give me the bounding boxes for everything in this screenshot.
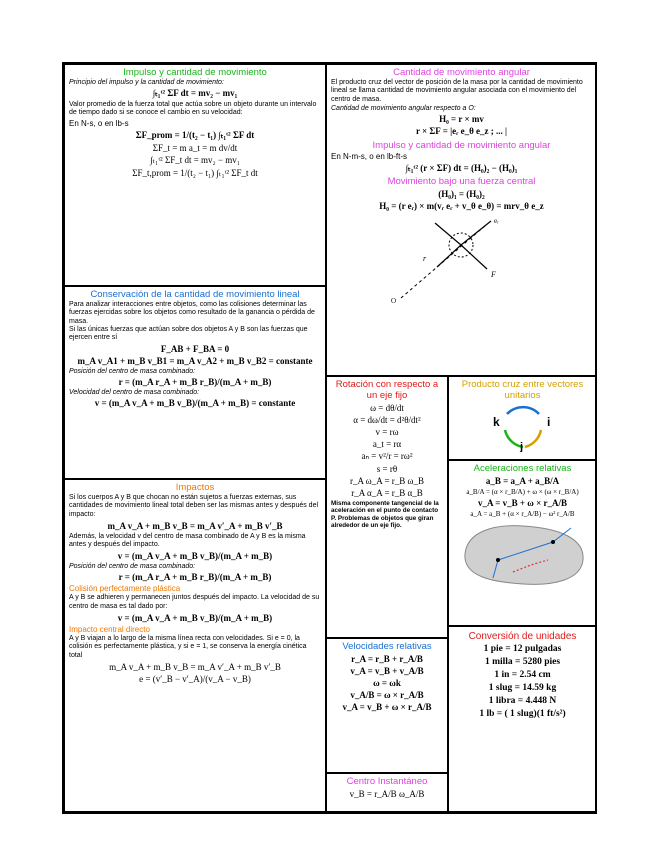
angular-momentum-title: Cantidad de movimiento angular bbox=[393, 67, 530, 78]
impulse-title: Impulso y cantidad de movimiento bbox=[123, 67, 267, 78]
impacts-title: Impactos bbox=[175, 482, 215, 493]
rotation-eq1: α = dω/dt = d²θ/dt² bbox=[353, 415, 421, 425]
angular-impulse-eq: ∫ₜ₁ᵗ² (r × ΣF) dt = (H₀)₂ − (H₀)₁ bbox=[405, 162, 518, 173]
conservation-sub1: Posición del centro de masa combinado: bbox=[69, 368, 196, 376]
angular-momentum-eq1: H₀ = r × mv bbox=[439, 113, 484, 124]
angular-momentum-section bbox=[326, 64, 597, 376]
unit-line-4: 1 libra = 4.448 N bbox=[488, 696, 557, 706]
cross-product-diagram bbox=[453, 402, 593, 452]
diagram-label-f: F bbox=[491, 269, 496, 279]
plastic-title: Colisión perfectamente plástica bbox=[69, 584, 181, 594]
impacts-eq6: e = (v′_B − v′_A)/(v_A − v_B) bbox=[139, 673, 251, 684]
angular-impulse-title: Impulso y cantidad de movimiento angular bbox=[372, 139, 551, 151]
central-force-diagram bbox=[331, 213, 591, 308]
relative-vel-eq4: v_A = v_B + ω × r_A/B bbox=[342, 702, 432, 712]
rotation-eq2: v = rω bbox=[375, 427, 399, 437]
impacts-section bbox=[64, 479, 326, 812]
conservation-sub2: Velocidad del centro de masa combinado: bbox=[69, 389, 200, 397]
rotation-eq6: r_A ω_A = r_B ω_B bbox=[350, 476, 424, 486]
unit-conversion-section bbox=[448, 626, 597, 812]
diagram-label-r: r bbox=[423, 253, 427, 263]
impacts-eq4: v = (m_A v_A + m_B v_B)/(m_A + m_B) bbox=[117, 613, 273, 624]
unit-vector-k: k bbox=[493, 415, 500, 429]
rotation-eq4: aₙ = v²/r = rω² bbox=[361, 451, 413, 461]
conservation-text1: Para analizar interacciones entre objetos, como las colisiones determinar las fuerzas ejercidas sobre los objetos como resultado de la ganancia o pérdida de masa. bbox=[69, 301, 315, 325]
unit-vector-i: i bbox=[547, 415, 551, 429]
impacts-sub1: Posición del centro de masa combinado: bbox=[69, 563, 196, 571]
central-force-title: Movimiento bajo una fuerza central bbox=[387, 175, 536, 187]
impulse-eq3: ΣF_t = m a_t = m dv/dt bbox=[152, 142, 238, 153]
unit-line-3: 1 slug = 14.59 kg bbox=[488, 683, 557, 693]
angular-momentum-eq2: r × ΣF = |eᵣ e_θ e_z ; ... | bbox=[415, 125, 508, 136]
relative-acc-eq3: v_A = v_B + ω × r_A/B bbox=[478, 498, 567, 508]
impacts-eq3: r = (m_A r_A + m_B r_B)/(m_A + m_B) bbox=[118, 572, 272, 583]
relative-acc-eq1: a_B = a_A + a_B/A bbox=[485, 476, 560, 486]
impacts-eq5: m_A v_A + m_B v_B = m_A v′_A + m_B v′_B bbox=[109, 661, 281, 672]
unit-line-2: 1 in = 2.54 cm bbox=[494, 670, 551, 680]
relative-vel-eq2: ω = ωk bbox=[373, 678, 401, 688]
unit-line-1: 1 milla = 5280 pies bbox=[484, 657, 561, 667]
relative-acc-eq2: a_B/A = (α × r_B/A) + ω × (ω × r_B/A) bbox=[466, 488, 579, 496]
diagram-label-er: eᵣ bbox=[494, 216, 499, 225]
impulse-eq2: ΣF_prom = 1/(t₂ − t₁) ∫ₜ₁ᵗ² ΣF dt bbox=[135, 129, 255, 140]
plastic-text: A y B se adhieren y permanecen juntos después del impacto. La velocidad de su centro de masa es tal dado por: bbox=[69, 594, 320, 610]
impulse-text: Valor promedio de la fuerza total que actúa sobre un objeto durante un intervalo de tiempo dado si se conoce el cambio en su velocidad: bbox=[69, 101, 317, 117]
instant-center-eq: v_B = r_A/B ω_A/B bbox=[349, 789, 425, 799]
impacts-text1: Si los cuerpos A y B que chocan no están sujetos a fuerzas externas, sus cantidades de movimiento lineal total deben ser las mismas antes y después del impacto: bbox=[69, 494, 319, 518]
instant-center-title: Centro Instantáneo bbox=[346, 776, 428, 787]
angular-momentum-sub: Cantidad de movimiento angular respecto a O: bbox=[331, 104, 476, 112]
relative-vel-eq3: v_A/B = ω × r_A/B bbox=[350, 690, 424, 700]
central-force-eq1: (H₀)₁ = (H₀)₂ bbox=[438, 188, 485, 199]
conservation-section bbox=[64, 286, 326, 479]
angular-impulse-units: En N-m-s, o en lb-ft-s bbox=[331, 151, 408, 161]
impulse-eq1: ∫ₜ₁ᵗ² ΣF dt = mv₂ − mv₁ bbox=[152, 88, 238, 98]
formula-sheet bbox=[62, 62, 597, 814]
relative-acceleration-section bbox=[448, 460, 597, 626]
relative-acc-eq4: a_A = a_B + (α × r_A/B) − ω² r_A/B bbox=[470, 510, 575, 518]
relative-vel-eq1: v_A = v_B + v_A/B bbox=[350, 666, 424, 676]
rigid-body-diagram bbox=[453, 520, 593, 590]
conservation-eq4: v = (m_A v_A + m_B v_B)/(m_A + m_B) = constante bbox=[94, 398, 296, 409]
cross-product-section bbox=[448, 376, 597, 460]
instant-center-section bbox=[326, 773, 448, 812]
conservation-eq2: m_A v_A1 + m_B v_B1 = m_A v_A2 + m_B v_B2 = constante bbox=[77, 356, 313, 367]
rotation-eq5: s = rθ bbox=[376, 464, 398, 474]
rotation-eq0: ω = dθ/dt bbox=[370, 403, 404, 413]
conservation-text2: Si las únicas fuerzas que actúan sobre dos objetos A y B son las fuerzas que ejercen entre sí bbox=[69, 325, 308, 342]
rotation-section bbox=[326, 376, 448, 638]
relative-vel-eq0: r_A = r_B + r_A/B bbox=[351, 654, 423, 664]
conservation-eq1: F_AB + F_BA = 0 bbox=[160, 344, 230, 355]
unit-vector-j: j bbox=[520, 441, 524, 452]
unit-line-5: 1 lb = ( 1 slug)(1 ft/s²) bbox=[479, 709, 566, 719]
impacts-eq1: m_A v_A + m_B v_B = m_A v′_A + m_B v′_B bbox=[107, 520, 283, 531]
relative-vel-title: Velocidades relativas bbox=[342, 641, 432, 652]
cross-product-title: Producto cruz entre vectores unitarios bbox=[461, 379, 584, 401]
rotation-title: Rotación con respecto a un eje fijo bbox=[335, 379, 439, 401]
relative-velocity-section bbox=[326, 638, 448, 773]
rotation-note: Misma componente tangencial de la aceleración en el punto de contacto P. Problemas de objetos que giran alrededor de un eje fijo. bbox=[331, 500, 439, 529]
conservation-title: Conservación de la cantidad de movimiento lineal bbox=[90, 289, 300, 300]
central-impact-text: A y B viajan a lo largo de la misma línea recta con velocidades. Si e = 0, la colisión es perfectamente plástica, y si e = 1, se conserva la energía cinética total bbox=[69, 635, 307, 659]
impulse-principle: Principio del impulso y la cantidad de movimiento: bbox=[69, 79, 224, 86]
angular-momentum-text: El producto cruz del vector de posición de la masa por la cantidad de movimiento lineal se llama cantidad de movimiento angular asociada con el movimiento del centro de masa. bbox=[331, 79, 583, 103]
diagram-label-o: O bbox=[391, 296, 397, 305]
impacts-eq2: v = (m_A v_A + m_B v_B)/(m_A + m_B) bbox=[117, 551, 273, 562]
rotation-eq7: r_A α_A = r_B α_B bbox=[351, 488, 423, 498]
unit-line-0: 1 pie = 12 pulgadas bbox=[483, 644, 562, 654]
conservation-eq3: r = (m_A r_A + m_B r_B)/(m_A + m_B) bbox=[118, 377, 272, 388]
rotation-eq3: a_t = rα bbox=[372, 439, 402, 449]
impulse-eq5: ΣF_t,prom = 1/(t₂ − t₁) ∫ₜ₁ᵗ² ΣF_t dt bbox=[132, 167, 258, 178]
impulse-units: En N-s, o en lb-s bbox=[69, 118, 129, 128]
central-impact-title: Impacto central directo bbox=[69, 625, 150, 635]
impulse-section bbox=[64, 64, 326, 286]
central-force-eq2: H₀ = (r eᵣ) × m(vᵣ eᵣ + v_θ e_θ) = mrv_θ e_z bbox=[379, 200, 544, 211]
impacts-text2: Además, la velocidad v del centro de masa combinado de A y B es la misma antes y después del impacto. bbox=[69, 532, 306, 549]
relative-acc-title: Aceleraciones relativas bbox=[473, 463, 572, 474]
impulse-eq4: ∫ₜ₁ᵗ² ΣF_t dt = mv₂ − mv₁ bbox=[150, 154, 240, 165]
unit-conversion-title: Conversión de unidades bbox=[468, 631, 577, 642]
